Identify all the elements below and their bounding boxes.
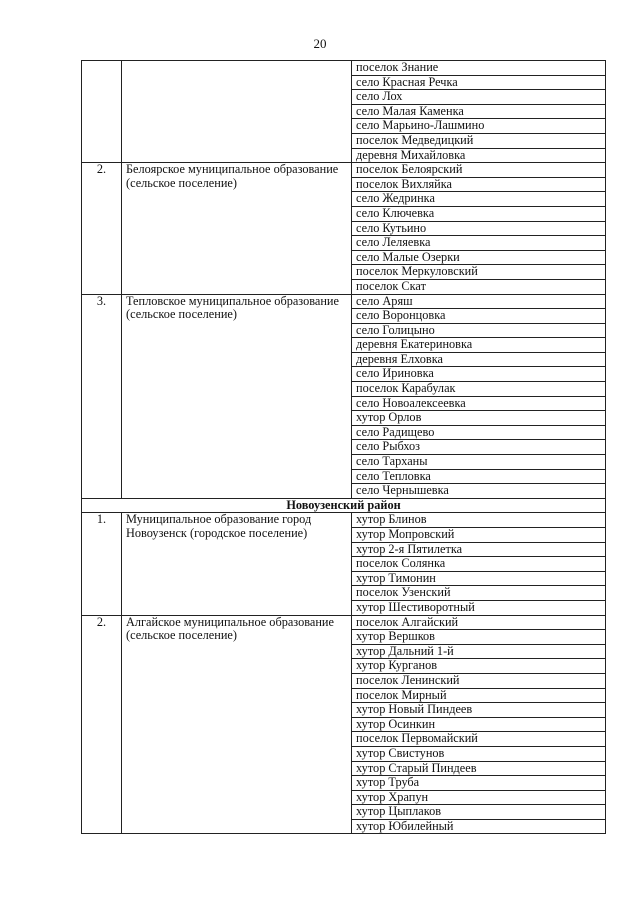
table-row — [82, 61, 606, 76]
settlement-name: село Кутьино — [352, 221, 606, 236]
settlement-name: поселок Вихляйка — [352, 177, 606, 192]
municipal-entity-name: Тепловское муниципальное образование (сельское поселение) — [122, 294, 352, 498]
municipal-entity-name: Муниципальное образование город Новоузенск (городское поселение) — [122, 513, 352, 615]
settlement-name: поселок Медведицкий — [352, 133, 606, 148]
settlement-name: хутор Дальний 1-й — [352, 644, 606, 659]
settlement-name: село Леляевка — [352, 236, 606, 251]
settlement-name: поселок Карабулак — [352, 382, 606, 397]
settlement-name: село Лох — [352, 90, 606, 105]
settlement-name: поселок Первомайский — [352, 732, 606, 747]
settlement-name: поселок Скат — [352, 279, 606, 294]
settlement-name: хутор Орлов — [352, 411, 606, 426]
settlement-name: хутор Цыплаков — [352, 805, 606, 820]
settlement-name: село Ключевка — [352, 206, 606, 221]
settlement-name: село Воронцовка — [352, 309, 606, 324]
entity-number: 2. — [82, 615, 122, 834]
municipal-entity-name: Белоярское муниципальное образование (сельское поселение) — [122, 163, 352, 294]
settlement-name: село Голицыно — [352, 323, 606, 338]
settlement-name: поселок Белоярский — [352, 163, 606, 178]
settlement-name: хутор Старый Пиндеев — [352, 761, 606, 776]
settlement-name: хутор Новый Пиндеев — [352, 703, 606, 718]
settlement-name: поселок Солянка — [352, 557, 606, 572]
settlement-name: хутор Мопровский — [352, 528, 606, 543]
settlement-name: село Радищево — [352, 425, 606, 440]
municipal-entity-name — [122, 61, 352, 163]
settlement-name: хутор Труба — [352, 776, 606, 791]
settlement-name: поселок Знание — [352, 61, 606, 76]
settlement-name: село Рыбхоз — [352, 440, 606, 455]
entity-number — [82, 61, 122, 163]
settlement-name: село Малая Каменка — [352, 104, 606, 119]
settlement-name: поселок Узенский — [352, 586, 606, 601]
settlement-name: село Аряш — [352, 294, 606, 309]
settlement-name: поселок Алгайский — [352, 615, 606, 630]
table-row — [82, 513, 606, 528]
settlement-name: хутор Храпун — [352, 790, 606, 805]
page-number: 20 — [313, 36, 327, 51]
settlement-name: хутор Юбилейный — [352, 819, 606, 834]
settlement-name: село Малые Озерки — [352, 250, 606, 265]
settlement-name: село Красная Речка — [352, 75, 606, 90]
table-row — [82, 615, 606, 630]
settlement-name: поселок Ленинский — [352, 673, 606, 688]
settlement-name: село Ириновка — [352, 367, 606, 382]
settlement-name: поселок Мирный — [352, 688, 606, 703]
entity-number: 1. — [82, 513, 122, 615]
settlements-table — [81, 60, 606, 834]
settlement-name: село Чернышевка — [352, 484, 606, 499]
entity-number: 2. — [82, 163, 122, 294]
settlement-name: хутор Вершков — [352, 630, 606, 645]
settlement-name: хутор Тимонин — [352, 571, 606, 586]
municipal-entity-name: Алгайское муниципальное образование (сельское поселение) — [122, 615, 352, 834]
settlement-name: хутор Свистунов — [352, 746, 606, 761]
settlements-table-body — [82, 61, 606, 834]
table-row — [82, 294, 606, 309]
settlement-name: поселок Меркуловский — [352, 265, 606, 280]
settlement-name: деревня Екатериновка — [352, 338, 606, 353]
settlement-name: село Новоалексеевка — [352, 396, 606, 411]
settlement-name: село Жедринка — [352, 192, 606, 207]
district-row — [82, 498, 606, 513]
settlement-name: хутор Курганов — [352, 659, 606, 674]
settlement-name: деревня Елховка — [352, 352, 606, 367]
settlement-name: село Тепловка — [352, 469, 606, 484]
table-row — [82, 163, 606, 178]
settlement-name: хутор Осинкин — [352, 717, 606, 732]
settlement-name: хутор Шестиворотный — [352, 600, 606, 615]
settlement-name: хутор 2-я Пятилетка — [352, 542, 606, 557]
settlement-name: хутор Блинов — [352, 513, 606, 528]
settlement-name: деревня Михайловка — [352, 148, 606, 163]
settlement-name: село Тарханы — [352, 455, 606, 470]
settlement-name: село Марьино-Лашмино — [352, 119, 606, 134]
entity-number: 3. — [82, 294, 122, 498]
district-title: Новоузенский район — [82, 498, 606, 513]
